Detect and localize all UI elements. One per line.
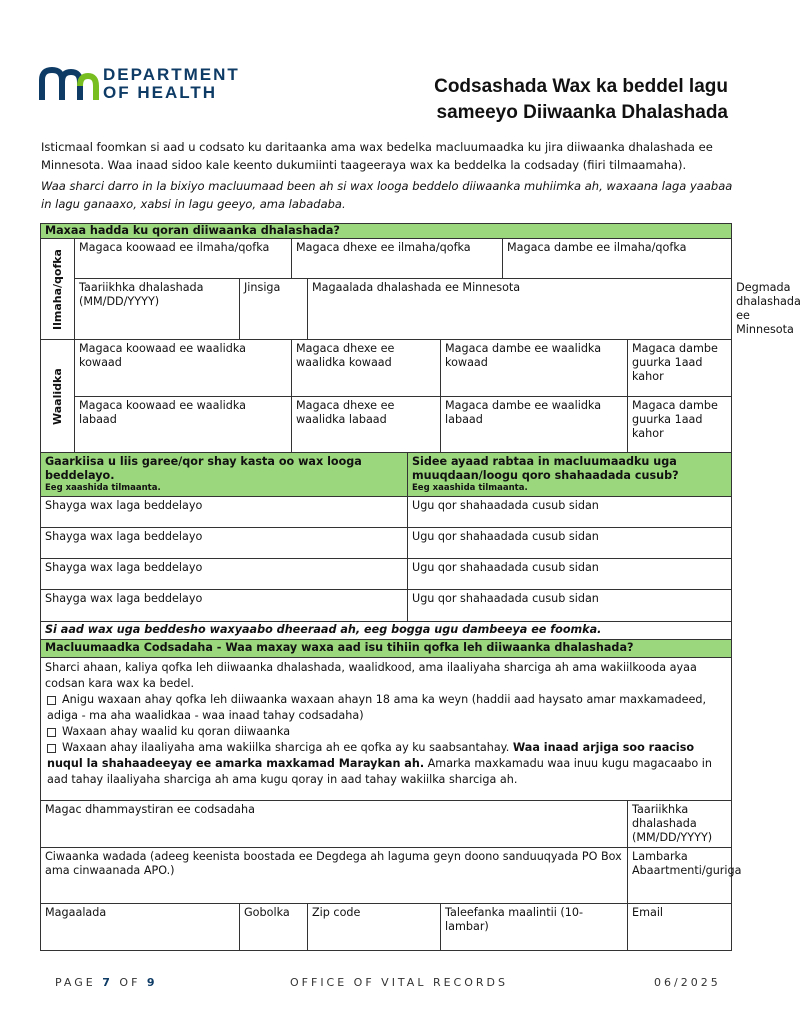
child-middle-name-field[interactable]: Magaca dhexe ee ilmaha/qofka <box>292 239 503 279</box>
applicant-date-field[interactable]: Taariikhka dhalashada (MM/DD/YYYY) <box>628 801 732 848</box>
relationship-option[interactable]: Waxaan ahay waalid ku qoran diiwaanka <box>45 724 727 740</box>
city-field[interactable]: Magaalada <box>41 904 240 951</box>
legal-warning: Waa sharci darro in la bixiyo macluumaad been ah si wax looga beddelo diiwaanka muhiimka ah, waxaana laga yaabaa in lagu ganaaxo, xabsi in lagu geeyo, ama labadaba. <box>41 179 733 211</box>
office-name: OFFICE OF VITAL RECORDS <box>290 976 508 989</box>
change-item-field[interactable]: Shayga wax laga beddelayo <box>41 590 408 622</box>
change-item-field[interactable]: Shayga wax laga beddelayo <box>41 528 408 559</box>
applicant-name-field[interactable]: Magac dhammaystiran ee codsadaha <box>41 801 628 848</box>
change-item-field[interactable]: Shayga wax laga beddelayo <box>41 497 408 528</box>
new-value-field[interactable]: Ugu qor shahaadada cusub sidan <box>408 528 732 559</box>
section1-header: Maxaa hadda ku qoran diiwaanka dhalashada? <box>41 224 732 239</box>
change-item-field[interactable]: Shayga wax laga beddelayo <box>41 559 408 590</box>
form-table: Maxaa hadda ku qoran diiwaanka dhalashada? Ilmaha/qofka Magaca koowaad ee ilmaha/qofka Magaca dhexe ee ilmaha/qofka Magaca dambe ee ilmaha/qofka Taariikhka dhalashada (MM/DD/YYYY) Jinsiga Magaalada dhalashada ee Minnesota Degmada dhalashada ee Minnesota Waalidka Magaca koowaad ee waalidka kowaad Magaca dhexe ee waalidka kowaad Magaca dambe ee waalidka kowaad Magaca dambe guurka 1aad kahor Magaca koowaad ee waalidka labaad Magaca dhexe ee waalidka labaad Magaca dambe ee waalidka labaad Magaca dambe guurka 1aad kahor Gaarkiisa u liis garee/qor shay kasta oo wax looga beddelayo. Eeg xaashida tilmaanta. Sidee ayaad rabtaa in macluumaadku uga muuqdaan/loogu qoro shahaadada cusub? Eeg xaashida tilmaanta. Shayga wax laga beddelayo Ugu qor shahaadada cusub sidan Shayga wax laga beddelayo Ugu qor shahaadada cusub sidan Shayga wax laga beddelayo Ugu qor shahaadada cusub sidan Shayga wax laga beddelayo Ugu qor shahaadada cusub sidan Si aad wax uga beddesho waxyaabo dheeraad ah, eeg bogga ugu dambeeya ee foomka. Macluumaadka Codsadaha - Waa maxay waxa aad isu tihiin qofka leh diiwaanka dhalashada? Sharci ahaan, kaliya qofka leh diiwaanka dhalashada, waalidkood, ama ilaaliyaha sharciga ah ama wakiilkooda ayaa codsan kara wax ka bedel. Anigu waxaan ahay qofka leh diiwaanka waxaan ahayn 18 ama ka weyn (haddii aad haysato amar maxkamadeed, adiga - ma aha waalidkaa - waa inaad tahay codsadaha) Waxaan ahay waalid ku qoran diiwaanka Waxaan ahay ilaaliyaha ama wakiilka sharciga ah ee qofka ay ku saabsantahay. Waa inaad arjiga soo raaciso nuqul la shahaadeeyay ee amarka maxkamad Maraykan ah. Amarka maxkamadu waa inuu kugu magacaabo in aad tahay ilaaliyaha sharciga ah ama kugu qoray in aad tahay wakiilka sharciga ah. Magac dhammaystiran ee codsadaha Taariikhka dhalashada (MM/DD/YYYY) Ciwaanka wadada (adeeg keenista boostada ee Degdega ah laguma geyn doono sanduuqyada PO Box ama cinwaanada APO.) Lambarka Abaartmenti/guriga Magaalada Gobolka Zip code Taleefanka maalintii (10-lambar) Email <box>40 223 732 951</box>
intro-paragraph: Isticmaal foomkan si aad u codsato ku daritaanka ama wax bedelka macluumaadka ku jira diiwaanka dhalashada ee Minnesota. Waa inaad sidoo kale keento dukumiinti taageeraya wax ka beddelka la codsaday (fiiri tilmaamaha). <box>41 140 713 172</box>
sex-field[interactable]: Jinsiga <box>240 279 308 340</box>
new-value-field[interactable]: Ugu qor shahaadada cusub sidan <box>408 559 732 590</box>
section2-left-header: Gaarkiisa u liis garee/qor shay kasta oo wax looga beddelayo. Eeg xaashida tilmaanta. <box>41 453 408 497</box>
zip-field[interactable]: Zip code <box>308 904 441 951</box>
checkbox-icon[interactable] <box>47 696 56 705</box>
birth-city-field[interactable]: Magaalada dhalashada ee Minnesota <box>308 279 732 340</box>
parent2-middle-field[interactable]: Magaca dhexe ee waalidka labaad <box>292 397 441 453</box>
mn-logo-icon <box>40 68 98 102</box>
parent1-middle-field[interactable]: Magaca dhexe ee waalidka kowaad <box>292 340 441 397</box>
section3-header: Macluumaadka Codsadaha - Waa maxay waxa aad isu tihiin qofka leh diiwaanka dhalashada? <box>41 640 732 658</box>
parent2-first-field[interactable]: Magaca koowaad ee waalidka labaad <box>75 397 292 453</box>
child-last-name-field[interactable]: Magaca dambe ee ilmaha/qofka <box>503 239 732 279</box>
parent1-first-field[interactable]: Magaca koowaad ee waalidka kowaad <box>75 340 292 397</box>
parent2-birthlast-field[interactable]: Magaca dambe guurka 1aad kahor <box>628 397 732 453</box>
applicant-relationship <box>41 658 732 801</box>
state-field[interactable]: Gobolka <box>240 904 308 951</box>
checkbox-icon[interactable] <box>47 728 56 737</box>
parents-side-label: Waalidka <box>41 340 75 453</box>
section2-right-header: Sidee ayaad rabtaa in macluumaadku uga muuqdaan/loogu qoro shahaadada cusub? Eeg xaashida tilmaanta. <box>408 453 732 497</box>
child-first-name-field[interactable]: Magaca koowaad ee ilmaha/qofka <box>75 239 292 279</box>
form-date: 06/2025 <box>654 976 721 989</box>
page-number: PAGE 7 OF 9 <box>55 976 158 989</box>
parent2-last-field[interactable]: Magaca dambe ee waalidka labaad <box>441 397 628 453</box>
parent1-birthlast-field[interactable]: Magaca dambe guurka 1aad kahor <box>628 340 732 397</box>
relationship-option[interactable]: Waxaan ahay ilaaliyaha ama wakiilka sharciga ah ee qofka ay ku saabsantahay. Waa inaad arjiga soo raaciso nuqul la shahaadeeyay ee amarka maxkamad Maraykan ah. Amarka maxkamadu waa inuu kugu magacaabo in aad tahay ilaaliyaha sharciga ah ama kugu qoray in aad tahay wakiilka sharciga ah. <box>47 741 712 786</box>
page-title: Codsashada Wax ka beddel lagu sameeyo Diiwaanka Dhalashada <box>434 76 728 123</box>
parent1-last-field[interactable]: Magaca dambe ee waalidka kowaad <box>441 340 628 397</box>
new-value-field[interactable]: Ugu qor shahaadada cusub sidan <box>408 497 732 528</box>
phone-field[interactable]: Taleefanka maalintii (10-lambar) <box>441 904 628 951</box>
checkbox-icon[interactable] <box>47 744 56 753</box>
more-changes-note: Si aad wax uga beddesho waxyaabo dheeraad ah, eeg bogga ugu dambeeya ee foomka. <box>41 622 732 640</box>
relationship-option[interactable]: Anigu waxaan ahay qofka leh diiwaanka waxaan ahayn 18 ama ka weyn (haddii aad haysato amar maxkamadeed, adiga - ma aha waalidkaa - waa inaad tahay codsadaha) <box>47 693 706 722</box>
dob-field[interactable]: Taariikhka dhalashada (MM/DD/YYYY) <box>75 279 240 340</box>
child-side-label: Ilmaha/qofka <box>41 239 75 340</box>
apartment-field[interactable]: Lambarka Abaartmenti/guriga <box>628 848 732 904</box>
email-field[interactable]: Email <box>628 904 732 951</box>
relationship-intro: Sharci ahaan, kaliya qofka leh diiwaanka dhalashada, waalidkood, ama ilaaliyaha sharciga ah ama wakiilkooda ayaa codsan kara wax ka bedel. <box>45 661 697 690</box>
street-address-field[interactable]: Ciwaanka wadada (adeeg keenista boostada ee Degdega ah laguma geyn doono sanduuqyada PO Box ama cinwaanada APO.) <box>41 848 628 904</box>
new-value-field[interactable]: Ugu qor shahaadada cusub sidan <box>408 590 732 622</box>
org-name: DEPARTMENT OF HEALTH <box>103 65 240 102</box>
